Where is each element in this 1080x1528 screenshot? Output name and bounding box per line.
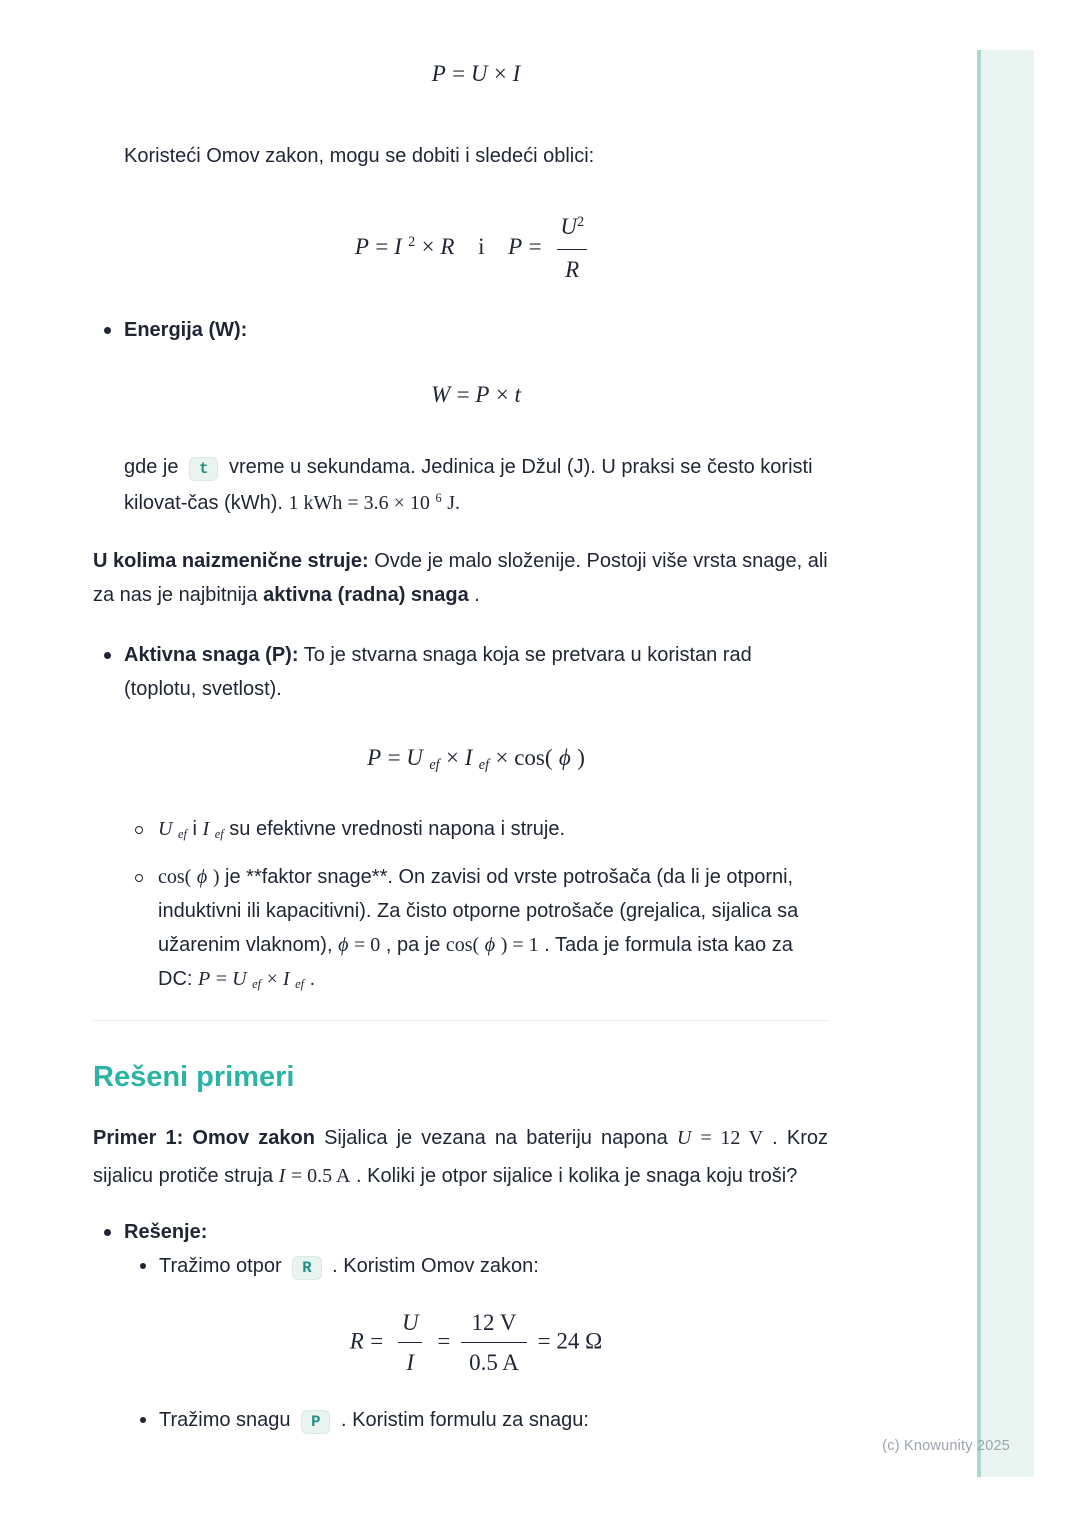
fraction: $\frac{12 V}{0.5 A}$ — [461, 1305, 527, 1380]
inline-code: R — [292, 1256, 321, 1280]
paragraph-ac-circuits: U kolima naizmenične struje: Ovde je malo složenije. Postoji više vrsta snage, ali za nas je najbitnija aktivna (radna) snaga . — [93, 550, 828, 606]
bullet-marker — [140, 1263, 146, 1269]
formula-resistance-calculation: R = $\frac{U}{I}$ = $\frac{12 V}{0.5 A}$ = 24 Ω — [124, 1305, 828, 1381]
paragraph-energy-note: gde je t vreme u sekundama. Jedinica je Džul (J). U praksi se često koristi kilovat-čas (kWh). 1 kWh = 3.6 × 10 $^6$ J. — [124, 456, 813, 514]
list-item-energija — [93, 313, 828, 347]
page-edge-accent — [977, 50, 1034, 1477]
formula-energy: W = P × t — [431, 382, 521, 407]
list-item-trazimo-snagu — [140, 1403, 828, 1439]
bullet-marker — [104, 327, 111, 334]
list-item-text: U ef i I ef su efektivne vrednosti napona i struje. — [158, 818, 566, 842]
list-item-aktivna-snaga — [93, 638, 828, 706]
formula-power-forms: P = I $^2$ × R i P = $\frac{U^2}{R}$ — [124, 209, 828, 287]
inline-code: t — [189, 457, 218, 481]
circle-bullet-marker — [135, 874, 143, 882]
formula-dc-power: P = U × I — [431, 61, 521, 86]
bullet-marker — [104, 1229, 111, 1236]
paragraph-primer-1: Primer 1: Omov zakon Sijalica je vezana na bateriju napona U = 12 V . Kroz sijalicu protiče struja I = 0.5 A . Koliki je otpor sijalice i kolika je snaga koju troši? — [93, 1127, 828, 1187]
list-item-text: cos( ϕ ) je **faktor snage**. On zavisi od vrste potrošača (da li je otporni, induktivni ili kapacitivni). Za čisto otporne potrošače (grejalica, sijalica sa užarenim vlaknom), ϕ = 0 , pa je cos( ϕ ) = 1 . Tada je formula ista kao za DC: P = U ef × I ef . — [158, 866, 799, 992]
list-item-text: Aktivna snaga (P): To je stvarna snaga koja se pretvara u koristan rad (toplotu, svetlost). — [124, 644, 752, 700]
formula-active-power: P = U ef × I ef × cos( ϕ ) — [367, 745, 585, 773]
document-content — [93, 0, 828, 1439]
inline-code: P — [301, 1410, 330, 1434]
section-heading-reseni-primeri: Rešeni primeri — [93, 1061, 295, 1093]
list-item-text: Rešenje: — [124, 1221, 208, 1243]
list-item-text: Energija (W): — [124, 319, 248, 341]
list-item-text: Tražimo snagu P . Koristim formulu za snagu: — [159, 1403, 828, 1439]
fraction: $\frac{U^2}{R}$ — [552, 209, 592, 287]
sub-list-item-power-factor — [135, 860, 828, 998]
paragraph-ohm-intro: Koristeći Omov zakon, mogu se dobiti i sledeći oblici: — [124, 145, 595, 167]
list-item-trazimo-otpor — [140, 1249, 828, 1285]
circle-bullet-marker — [135, 826, 143, 834]
sub-list-item-effective-values — [135, 812, 828, 848]
section-divider — [93, 1020, 828, 1021]
bullet-marker — [104, 652, 111, 659]
list-item-text: Tražimo otpor R . Koristim Omov zakon: — [159, 1249, 828, 1285]
list-item-resenje — [93, 1215, 828, 1249]
fraction: $\frac{U}{I}$ — [394, 1305, 427, 1380]
copyright-notice: (c) Knowunity 2025 — [882, 1438, 1010, 1454]
bullet-marker — [140, 1417, 146, 1423]
